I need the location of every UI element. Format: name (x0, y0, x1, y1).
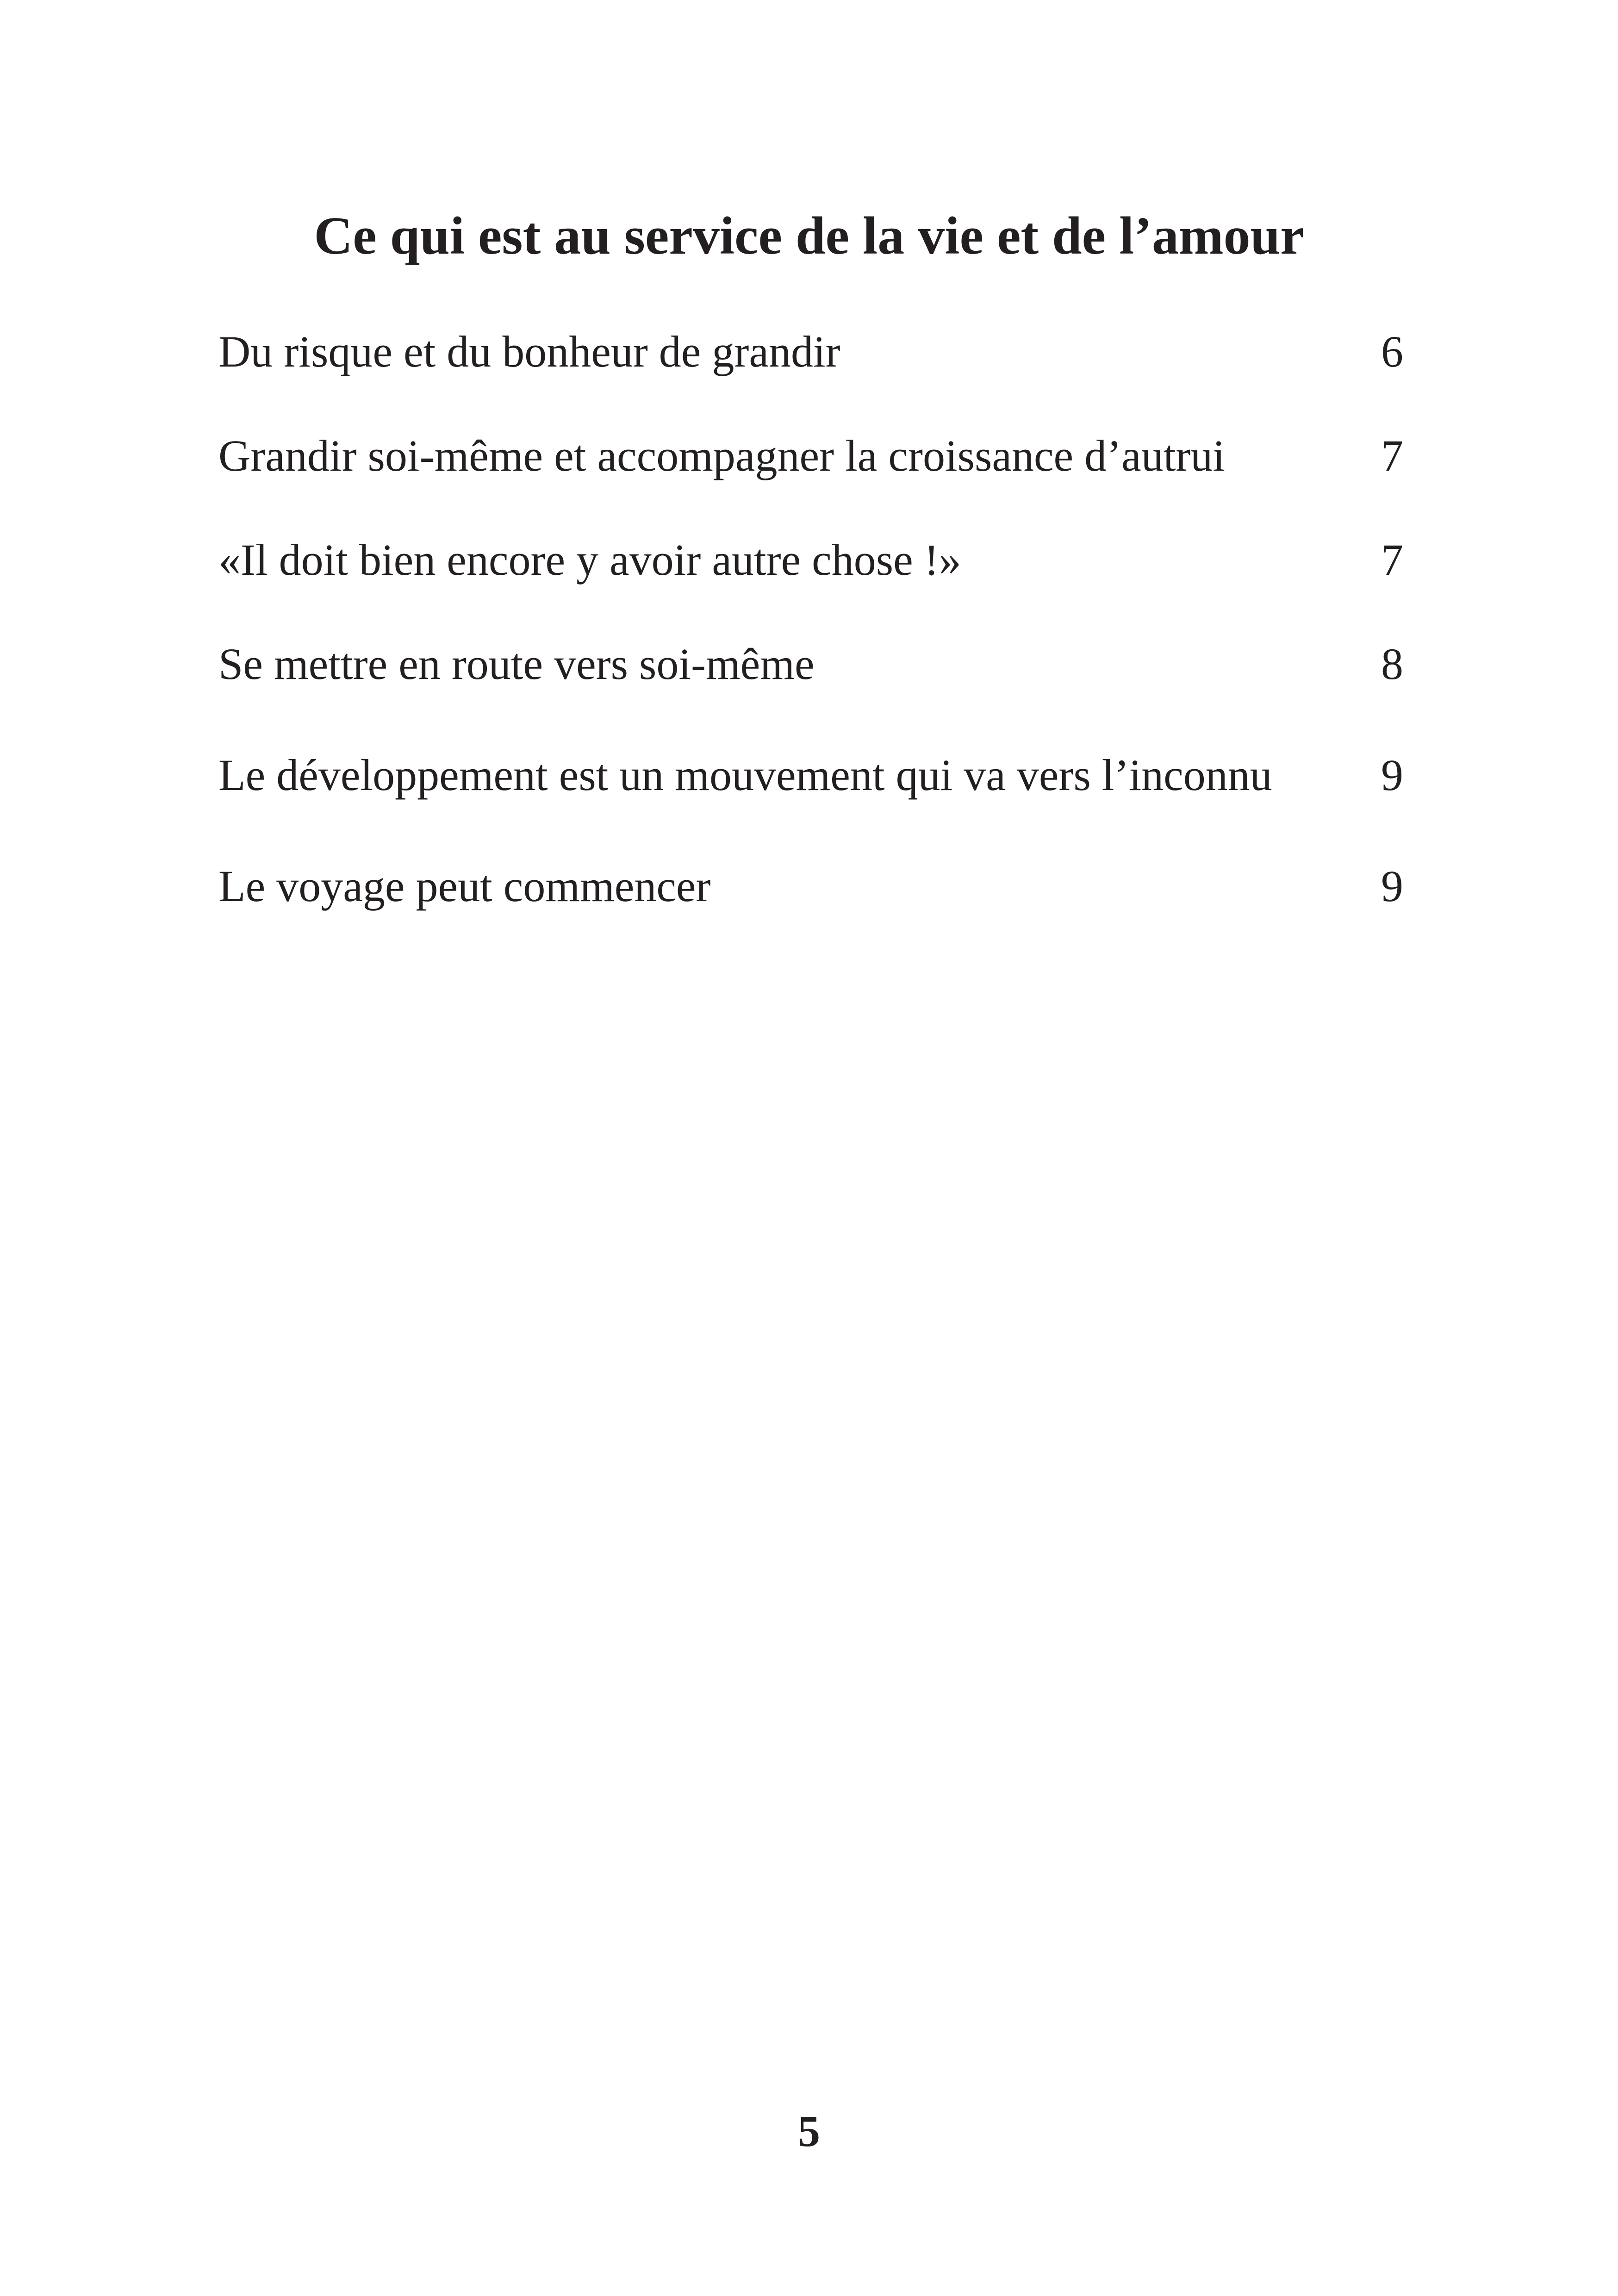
toc-entry-title: Se mettre en route vers soi-même (218, 639, 815, 689)
toc-entry (218, 747, 1403, 803)
toc-entry-title: Le développement est un mouvement qui va vers l’inconnu (218, 750, 1272, 800)
toc-entry-title: Le voyage peut commencer (218, 861, 711, 911)
toc-entry (218, 532, 1403, 588)
page-number: 5 (798, 2106, 820, 2156)
table-of-contents (218, 0, 1403, 1018)
toc-entry (218, 636, 1403, 692)
toc-entry (218, 428, 1403, 484)
toc-entry (218, 859, 1403, 914)
toc-entry-page: 7 (1381, 431, 1403, 480)
toc-entry-page: 6 (1381, 327, 1403, 376)
toc-entry-page: 9 (1381, 750, 1403, 800)
toc-entry-page: 7 (1381, 535, 1403, 585)
toc-entry-title: «Il doit bien encore y avoir autre chose !» (218, 535, 961, 585)
toc-entry-title: Grandir soi-même et accompagner la croissance d’autrui (218, 431, 1226, 480)
toc-entry-page: 9 (1381, 861, 1403, 911)
toc-entry-page: 8 (1381, 639, 1403, 689)
section-title: Ce qui est au service de la vie et de l’amour (314, 206, 1304, 266)
toc-entry-title: Du risque et du bonheur de grandir (218, 327, 840, 376)
toc-entry (218, 324, 1403, 380)
